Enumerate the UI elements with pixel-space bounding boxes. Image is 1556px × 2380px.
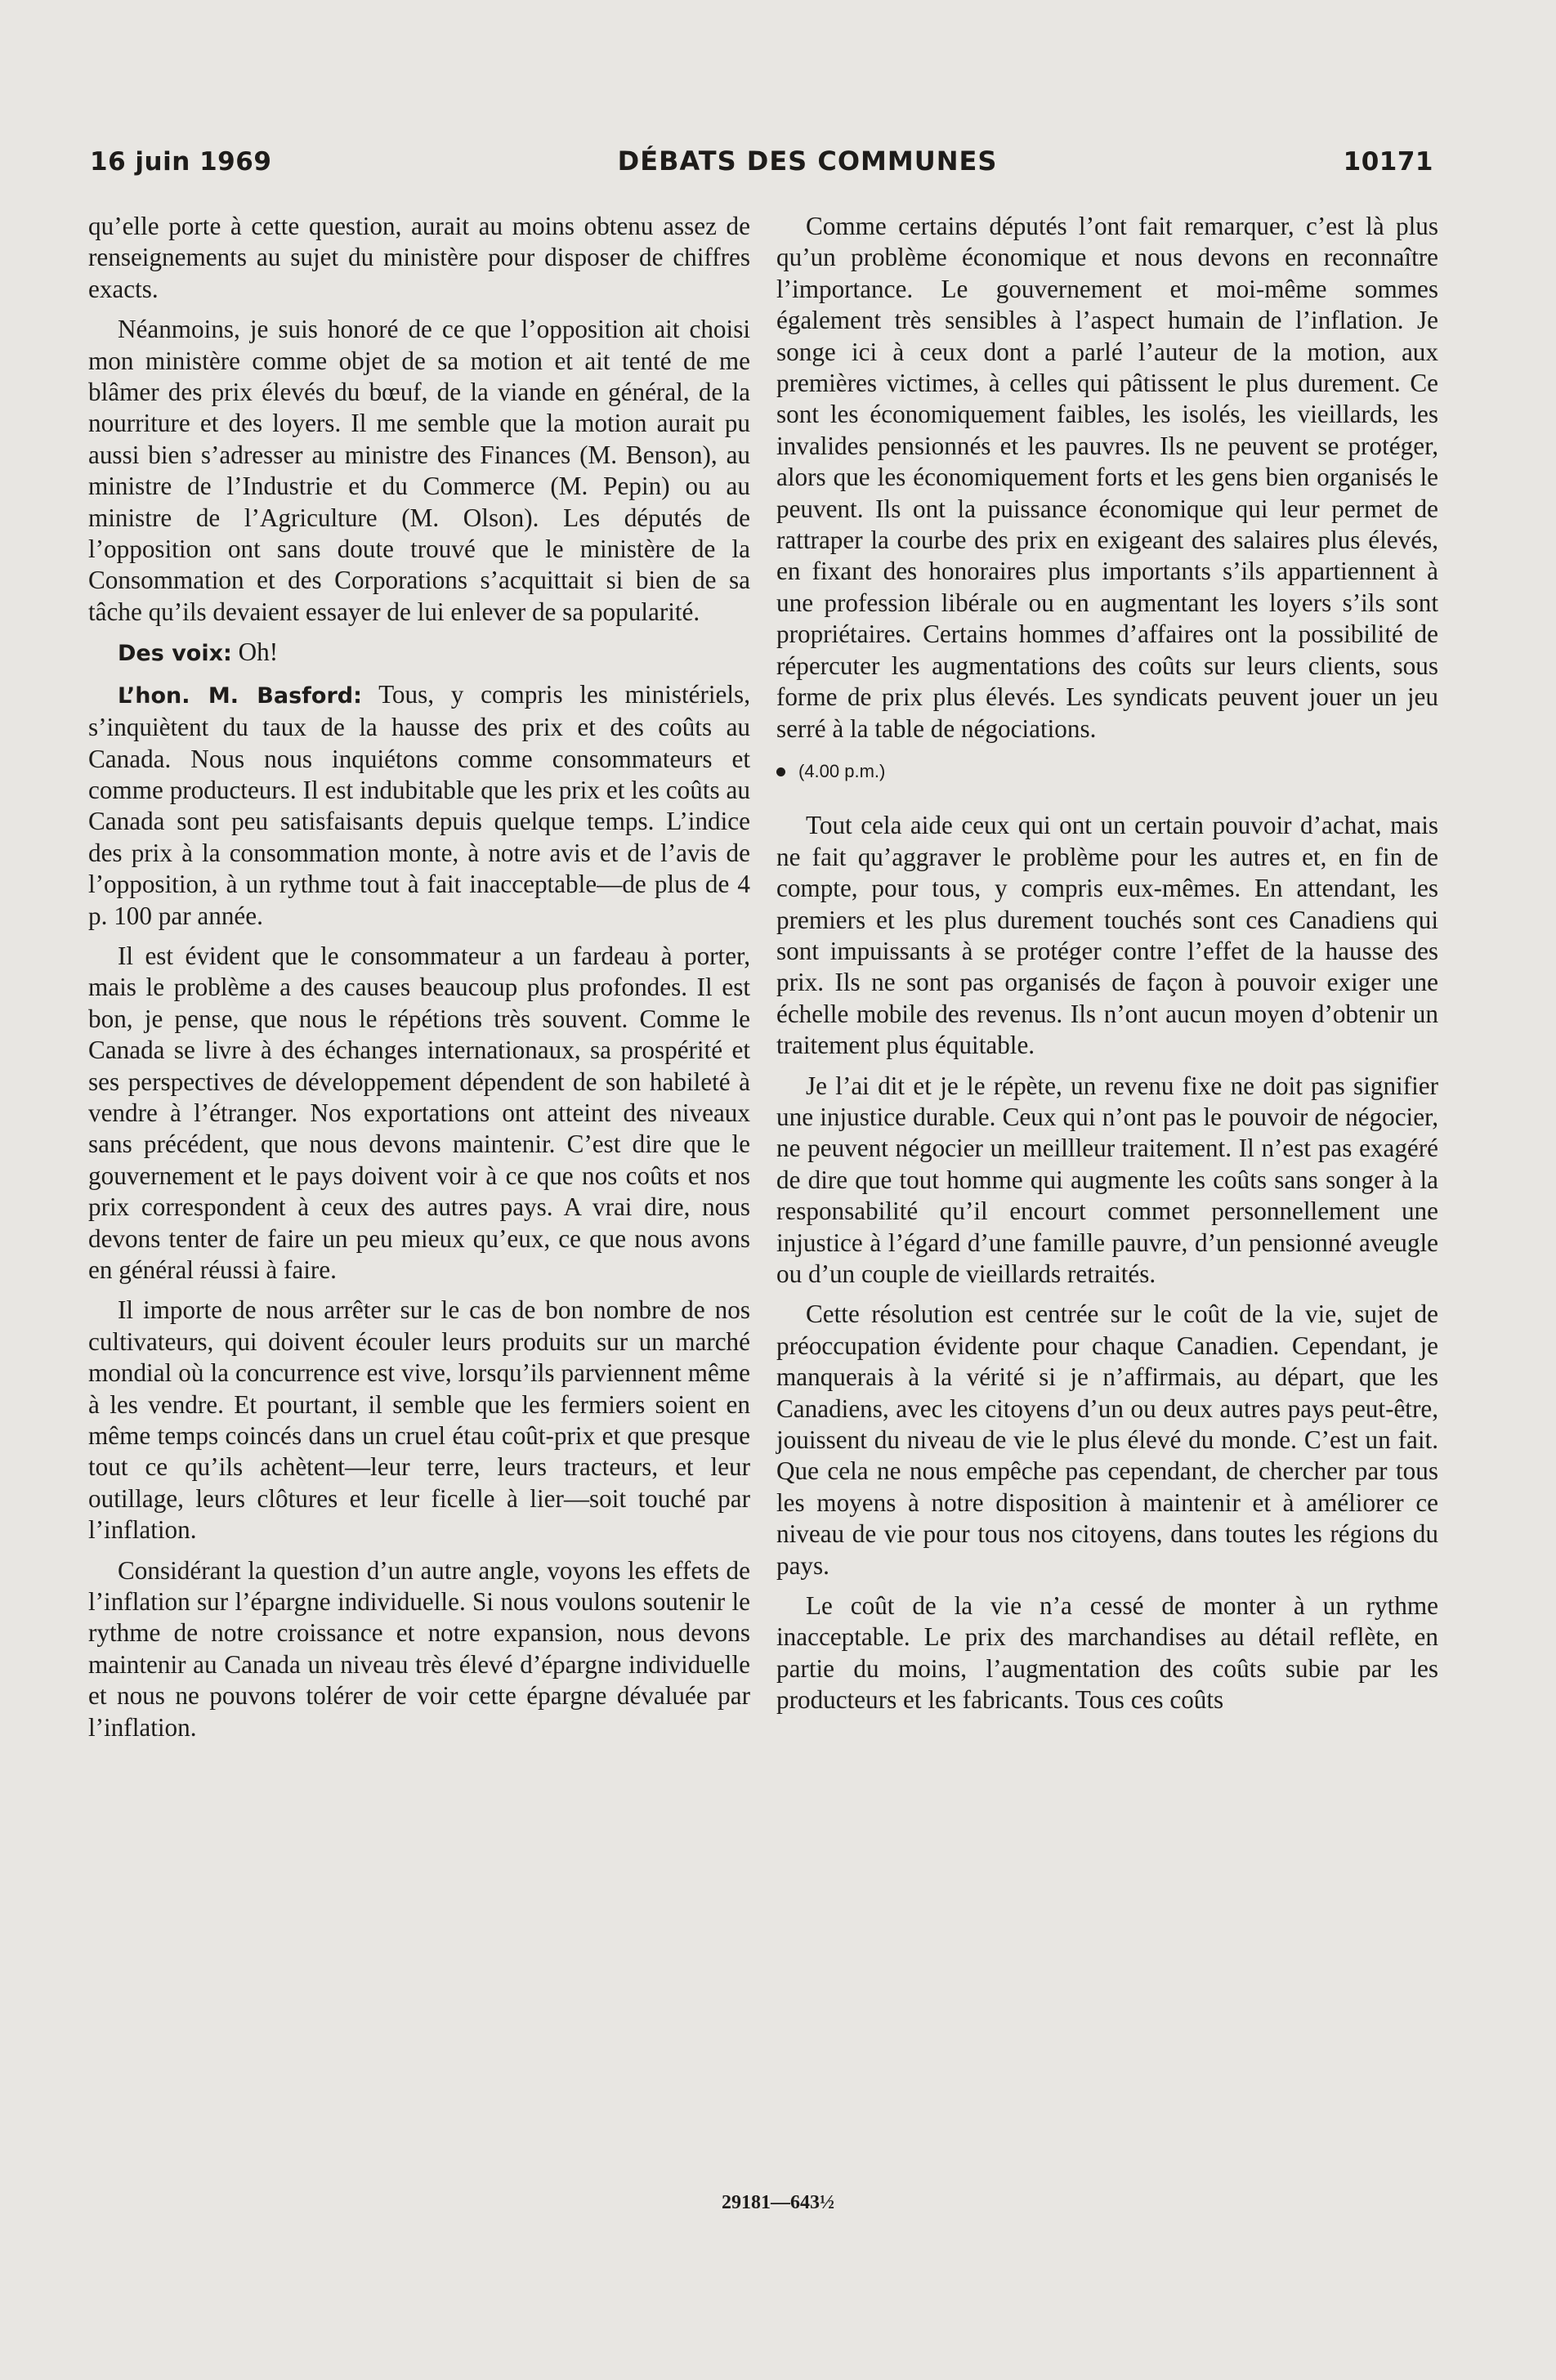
time-stamp-text: (4.00 p.m.) <box>798 760 886 781</box>
interjection <box>88 637 750 669</box>
page-header <box>90 145 1433 181</box>
paragraph: Tout cela aide ceux qui ont un certain pouvoir d’achat, mais ne fait qu’aggraver le problème pour les autres et, en fin de compte, pour tous, y compris eux-mêmes. En attendant, les premiers et les plus durement touchés sont ces Canadiens qui sont impuissants à se protéger contre l’effet de la hausse des prix. Ils ne sont pas organisés de façon à pouvoir exiger une échelle mobile des revenus. Ils n’ont aucun moyen d’obtenir un traitement plus équitable. <box>776 811 1438 1060</box>
header-date: 16 juin 1969 <box>90 147 272 177</box>
paragraph: Le coût de la vie n’a cessé de monter à un rythme inacceptable. Le prix des marchandises au détail reflète, en partie du moins, l’augmentation des coûts subie par les producteurs et les fabricants. Tous ces coûts <box>776 1591 1438 1715</box>
header-page-number: 10171 <box>1343 147 1433 177</box>
bullet-icon <box>776 767 785 776</box>
header-title: DÉBATS DES COMMUNES <box>617 145 998 177</box>
paragraph: Néanmoins, je suis honoré de ce que l’opposition ait choisi mon ministère comme objet de sa motion et ait tenté de me blâmer des prix élevés du bœuf, de la viande en général, de la nourriture et des loyers. Il me semble que la motion aurait pu aussi bien s’adresser au ministre des Finances (M. Benson), au ministre de l’Industrie et du Commerce (M. Pepin) ou au ministre de l’Agriculture (M. Olson). Les députés de l’opposition ont sans doute trouvé que le ministère de la Consommation et des Corporations s’acquittait si bien de sa tâche qu’ils devaient essayer de lui enlever de sa popularité. <box>88 315 750 626</box>
paragraph: Je l’ai dit et je le répète, un revenu fixe ne doit pas signifier une injustice durable. Ceux qui n’ont pas le pouvoir de négocier, ne peuvent négocier un meillleur traitement. Il n’est pas exagéré de dire que tout homme qui augmente les coûts sans songer à la responsabilité qu’il encourt commet personnellement une injustice à l’égard d’une famille pauvre, d’un pensionné aveugle ou d’un couple de vieillards retraités. <box>776 1071 1438 1288</box>
page-footer-code: 29181—643½ <box>722 2192 834 2213</box>
paragraph: Cette résolution est centrée sur le coût de la vie, sujet de préoccupation évidente pour chaque Canadien. Cependant, je manquerais à la vérité si je n’affirmais, au départ, que les Canadiens, avec les citoyens d’un ou deux autres pays peut-être, jouissent du niveau de vie le plus élevé du monde. C’est un fait. Que cela ne nous empêche pas cependant, de chercher par tous les moyens à notre disposition à maintenir et à améliorer ce niveau de vie pour tous nos citoyens, dans toutes les régions du pays. <box>776 1300 1438 1580</box>
speaker-name: Des voix: <box>118 641 232 667</box>
left-column <box>88 211 750 1752</box>
speech-text: Tous, y compris les ministériels, s’inquiètent du taux de la hausse des prix et des coûts au Canada. Nous nous inquiétons comme consommateurs et comme producteurs. Il est indubitable que les prix et les coûts au Canada sont peu satisfaisants depuis quelque temps. L’indice des prix à la consommation monte, à notre avis et de l’avis de l’opposition, à un rythme tout à fait inacceptable—de plus de 4 p. 100 par année. <box>88 679 750 930</box>
paragraph: Comme certains députés l’ont fait remarquer, c’est là plus qu’un problème économique et nous devons en reconnaître l’importance. Le gouvernement et moi-même sommes également très sensibles à l’aspect humain de l’inflation. Je songe ici à ceux dont a parlé l’auteur de la motion, aux premières victimes, à celles qui pâtissent le plus durement. Ce sont les économiquement faibles, les isolés, les vieillards, les invalides pensionnés et les pauvres. Ils ne peuvent se protéger, alors que les économiquement forts et les gens bien organisés le peuvent. Ils ont la puissance économique qui leur permet de rattraper la courbe des prix en exigeant des salaires plus élevés, en fixant des honoraires plus importants s’ils appartiennent à une profession libérale ou en augmentant les loyers s’ils sont propriétaires. Certains hommes d’affaires ont la possibilité de répercuter les augmentations des coûts sur leurs clients, sous forme de prix plus élevés. Les syndicats peuvent jouer un jeu serré à la table de négociations. <box>776 212 1438 743</box>
right-column <box>776 211 1438 1725</box>
speech-paragraph <box>88 679 750 932</box>
paragraph: Considérant la question d’un autre angle, voyons les effets de l’inflation sur l’épargne individuelle. Si nous voulons soutenir le rythme de notre croissance et notre expansion, nous devons maintenir au Canada un niveau très élevé d’épargne individuelle et nous ne pouvons tolérer de voir cette épargne dévaluée par l’inflation. <box>88 1555 750 1742</box>
paragraph: Il importe de nous arrêter sur le cas de bon nombre de nos cultivateurs, qui doivent écouler leurs produits sur un marché mondial où la concurrence est vive, lorsqu’ils parviennent même à les vendre. Et pourtant, il semble que les fermiers soient en même temps coincés dans un cruel étau coût-prix et que presque tout ce qu’ils achètent—leur terre, leurs tracteurs, et leur outillage, leurs clôtures et leur ficelle à lier—soit touché par l’inflation. <box>88 1295 750 1545</box>
time-stamp <box>776 756 1438 787</box>
speaker-name: L’hon. M. Basford: <box>118 682 362 709</box>
paragraph: qu’elle porte à cette question, aurait au moins obtenu assez de renseignements au sujet du ministère pour disposer de chiffres exacts. <box>88 212 750 303</box>
speech-text: Oh! <box>238 638 279 667</box>
paragraph: Il est évident que le consommateur a un fardeau à porter, mais le problème a des causes beaucoup plus profondes. Il est bon, je pense, que nous le répétions très souvent. Comme le Canada se livre à des échanges internationaux, sa prospérité et ses perspectives de développement dépendent de son habileté à vendre à l’étranger. Nos exportations ont atteint des niveaux sans précédent, que nous devons maintenir. C’est dire que le gouvernement et le pays doivent voir à ce que nos coûts et nos prix correspondent à ceux des autres pays. A vrai dire, nous devons tenter de faire un peu mieux qu’eux, ce que nous avons en général réussi à faire. <box>88 941 750 1284</box>
